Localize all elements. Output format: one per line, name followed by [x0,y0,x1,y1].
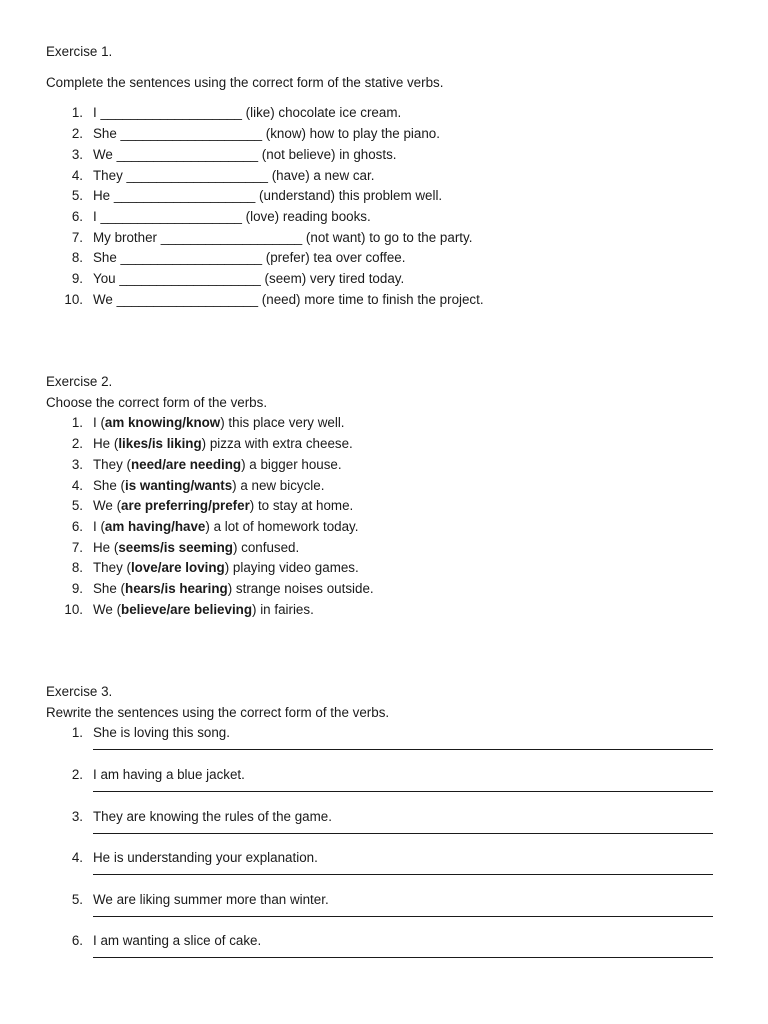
list-item: 9. You ___________________ (seem) very tired today. [71,271,405,287]
exercise-3 [46,682,728,973]
verb-choice: need/are needing [130,456,242,472]
list-item: 2. He (likes/is liking) pizza with extra cheese. [71,436,353,452]
list-item: 4. She (is wanting/wants) a new bicycle. [71,477,325,493]
verb-choice: believe/are believing [121,601,253,617]
list-item: 2. I am having a blue jacket. [46,765,728,807]
list-item: 1. I ___________________ (like) chocolate ice cream. [71,105,402,121]
answer-line [93,957,713,958]
exercise-1-list [46,103,728,310]
list-item: 1. She is loving this song. [46,723,728,765]
answer-line [93,791,713,792]
list-item: 1. I (am knowing/know) this place very well. [71,415,345,431]
exercise-2-list [46,413,728,620]
list-item: 3. We ___________________ (not believe) in ghosts. [71,146,397,162]
list-item: 9. She (hears/is hearing) strange noises outside. [71,581,374,597]
verb-choice: hears/is hearing [125,581,228,597]
answer-line [93,874,713,875]
exercise-2-title: Exercise 2. [46,374,113,389]
exercise-1-title: Exercise 1. [46,44,113,59]
verb-choice: are preferring/prefer [121,498,250,514]
exercise-2 [46,372,728,620]
list-item: 3. They are knowing the rules of the game. [46,807,728,849]
list-item: 5. We are liking summer more than winter. [46,890,728,932]
list-item: 8. They (love/are loving) playing video games. [71,560,359,576]
list-item: 2. She ___________________ (know) how to play the piano. [71,126,440,142]
list-item: 6. I ___________________ (love) reading books. [71,208,371,224]
verb-choice: am knowing/know [104,415,221,431]
list-item: 5. He ___________________ (understand) this problem well. [71,188,443,204]
list-item: 8. She ___________________ (prefer) tea over coffee. [71,250,406,266]
list-item: 4. They ___________________ (have) a new car. [71,167,375,183]
list-item: 6. I am wanting a slice of cake. [46,931,728,973]
verb-choice: likes/is liking [118,436,202,452]
verb-choice: am having/have [104,518,206,534]
list-item: 3. They (need/are needing) a bigger house. [71,456,342,472]
exercise-1 [46,42,728,310]
list-item: 6. I (am having/have) a lot of homework today. [71,518,359,534]
verb-choice: seems/is seeming [118,539,233,555]
verb-choice: love/are loving [130,560,225,576]
list-item: 7. My brother ___________________ (not want) to go to the party. [71,229,473,245]
answer-line [93,749,713,750]
exercise-1-instruction: Complete the sentences using the correct form of the stative verbs. [46,74,444,90]
exercise-3-title: Exercise 3. [46,684,113,699]
verb-choice: is wanting/wants [125,477,233,493]
list-item: 4. He is understanding your explanation. [46,848,728,890]
list-item: 5. We (are preferring/prefer) to stay at home. [71,498,354,514]
exercise-3-list [46,723,728,973]
exercise-3-instruction: Rewrite the sentences using the correct form of the verbs. [46,704,390,720]
exercise-2-instruction: Choose the correct form of the verbs. [46,394,268,410]
list-item: 10. We ___________________ (need) more time to finish the project. [64,291,484,307]
answer-line [93,833,713,834]
answer-line [93,916,713,917]
list-item: 10. We (believe/are believing) in fairies. [64,601,314,617]
list-item: 7. He (seems/is seeming) confused. [71,539,300,555]
